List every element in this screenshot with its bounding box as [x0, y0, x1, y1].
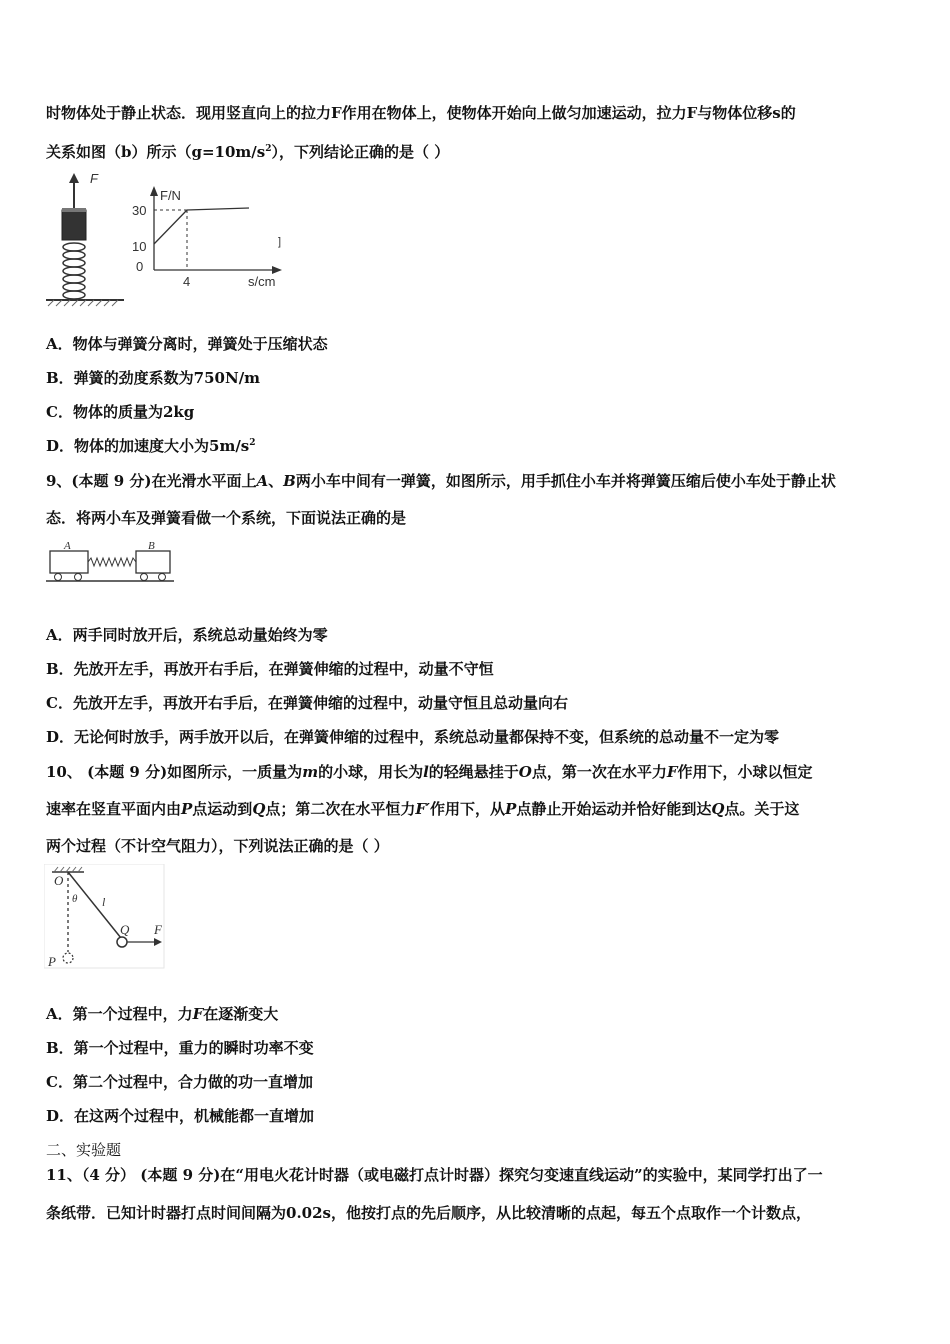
- label-f: F: [154, 922, 162, 937]
- spring: [88, 558, 136, 566]
- cart-a: [50, 551, 88, 573]
- force-label: F: [90, 171, 98, 186]
- q10-line-2: 速率在竖直平面内由P点运动到Q点；第二次在水平恒力F′作用下，从P点静止开始运动并恰好能到达Q点。关于这: [46, 800, 800, 818]
- ball-q: [117, 937, 127, 947]
- y-axis-label: F/N: [160, 188, 181, 203]
- x-axis-label: s/cm: [248, 274, 276, 289]
- q8-option-b: B．弹簧的劲度系数为750N/m: [46, 369, 261, 387]
- q11-line-1: 11、（4 分） (本题 9 分)在“用电火花计时器（或电磁打点计时器）探究匀变速直线运动”的实验中，某同学打出了一: [46, 1166, 823, 1184]
- tick-0: 0: [136, 259, 144, 274]
- q8-line-1: 时物体处于静止状态．现用竖直向上的拉力F作用在物体上，使物体开始向上做匀加速运动，拉力F与物体位移s的: [46, 104, 796, 122]
- q9-option-d: D．无论何时放手，两手放开以后，在弹簧伸缩的过程中，系统总动量都保持不变，但系统的总动量不一定为零: [46, 728, 780, 746]
- q10-line-1: 10、 (本题 9 分)如图所示，一质量为m的小球，用长为l的轻绳悬挂于O点，第一次在水平力F作用下，小球以恒定: [46, 763, 813, 781]
- q10-option-b: B．第一个过程中，重力的瞬时功率不变: [46, 1039, 314, 1057]
- q10-option-a: A．第一个过程中，力F在逐渐变大: [46, 1005, 279, 1023]
- q10-line-3: 两个过程（不计空气阻力），下列说法正确的是（ ）: [46, 837, 389, 855]
- force-arrow-icon: [69, 173, 79, 183]
- block: [62, 210, 86, 240]
- q9-option-c: C．先放开左手，再放开右手后，在弹簧伸缩的过程中，动量守恒且总动量向右: [46, 694, 568, 712]
- q10-option-c: C．第二个过程中，合力做的功一直增加: [46, 1073, 313, 1091]
- q8-option-a: A．物体与弹簧分离时，弹簧处于压缩状态: [46, 335, 328, 353]
- q10-option-d: D．在这两个过程中，机械能都一直增加: [46, 1107, 315, 1125]
- q9-line-2: 态．将两小车及弹簧看做一个系统，下面说法正确的是: [46, 509, 407, 527]
- q8-line-2: 关系如图（b）所示$(g=10m/s^2)$，下列结论正确的是（ ）: [46, 143, 450, 161]
- label-q: Q: [120, 922, 130, 937]
- force-displacement-graph: [132, 186, 282, 289]
- q8-option-c: C．物体的质量为2kg: [46, 403, 195, 421]
- q8-option-d: D．物体的加速度大小为$5m/s^2$: [46, 437, 256, 455]
- tick-30: 30: [132, 203, 147, 218]
- q9-carts-figure: [44, 538, 179, 588]
- cart-b: [136, 551, 170, 573]
- label-l: l: [102, 895, 106, 909]
- q9-option-b: B．先放开左手，再放开右手后，在弹簧伸缩的过程中，动量不守恒: [46, 660, 494, 678]
- label-o: O: [54, 873, 64, 888]
- label-p: P: [48, 954, 56, 969]
- section-title: 二、实验题: [46, 1141, 122, 1159]
- q9-option-a: A．两手同时放开后，系统总动量始终为零: [46, 626, 328, 644]
- spring-block-diagram: [46, 243, 124, 306]
- force-arrow-icon: [154, 938, 162, 946]
- cart-b-label: B: [148, 540, 155, 552]
- stray-mark: ]: [278, 236, 282, 248]
- ball-p: [63, 953, 73, 963]
- q9-line-1: 9、(本题 9 分)在光滑水平面上A、B两小车中间有一弹簧，如图所示，用手抓住小车并将弹簧压缩后使小车处于静止状: [46, 472, 836, 490]
- cart-a-label: A: [64, 540, 71, 552]
- tick-10: 10: [132, 239, 147, 254]
- tick-4: 4: [183, 274, 191, 289]
- q10-pendulum-figure: [44, 864, 166, 970]
- q11-line-2: 条纸带．已知计时器打点时间间隔为0.02s，他按打点的先后顺序，从比较清晰的点起，每五个点取作一个计数点，: [46, 1204, 811, 1222]
- label-theta: θ: [72, 893, 78, 905]
- q8-figure: [44, 170, 294, 310]
